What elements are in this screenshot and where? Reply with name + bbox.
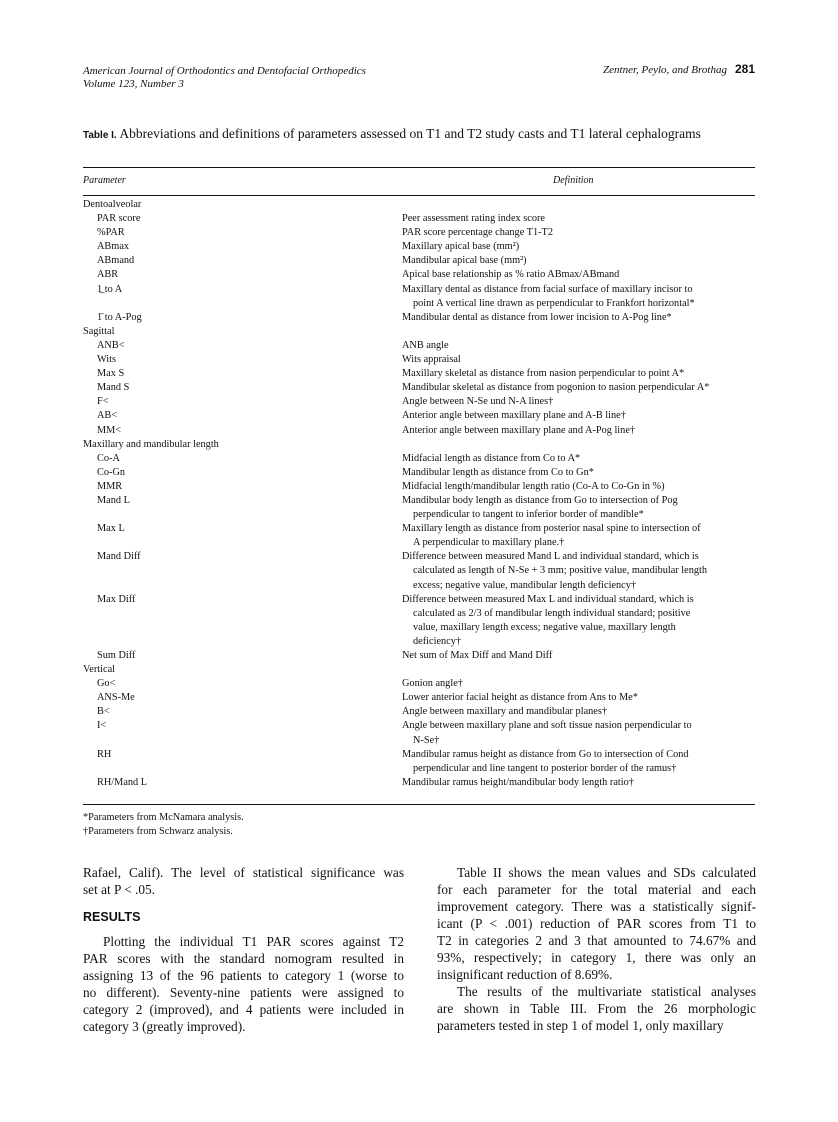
table-row	[83, 691, 755, 705]
text-line: Plotting the individual T1 PAR scores against T2	[103, 934, 404, 949]
definition-cell	[402, 268, 755, 282]
definition-line: Lower anterior facial height as distance from Ans to Me*	[402, 692, 638, 704]
table-row	[83, 268, 755, 282]
definition-line: deficiency†	[413, 635, 462, 647]
authors: Zentner, Peylo, and Brothag	[603, 64, 727, 76]
definition-cell	[402, 311, 755, 325]
text-line: T2 in categories 2 and 3 that amounted to 74.67% and	[437, 933, 756, 948]
group-name: Vertical	[83, 664, 116, 676]
running-header-right	[603, 63, 755, 77]
table-row	[83, 381, 755, 395]
parameter-cell: %PAR	[97, 227, 125, 239]
table-footnotes	[83, 811, 244, 839]
definition-line: Difference between measured Max L and individual standard, which is	[402, 593, 694, 605]
table-body	[83, 198, 755, 790]
table-row	[83, 776, 755, 790]
parameter-cell: AB<	[97, 410, 118, 422]
definition-cell	[402, 748, 755, 776]
table-row	[83, 424, 755, 438]
group-name: Dentoalveolar	[83, 199, 142, 210]
table-caption	[83, 125, 703, 144]
paragraph	[437, 983, 756, 1034]
table-header-rule	[83, 195, 755, 196]
definition-line: point A vertical line drawn as perpendicular to Frankfort horizontal*	[413, 297, 695, 309]
table-row	[83, 522, 755, 550]
parameter-cell: PAR score	[97, 213, 141, 225]
definition-cell	[402, 381, 755, 395]
parameter-cell: ABmand	[97, 255, 135, 267]
text-line: category 3 (greatly improved).	[83, 1019, 246, 1034]
parameter-cell: RH	[97, 748, 112, 760]
definition-cell	[402, 480, 755, 494]
paragraph	[83, 933, 404, 1035]
parameter-cell: RH/Mand L	[97, 776, 148, 788]
table-row	[83, 550, 755, 592]
definition-cell	[402, 283, 755, 311]
definition-line: Anterior angle between maxillary plane and A-Pog line†	[402, 424, 636, 436]
table-row	[83, 748, 755, 776]
definition-line: Mandibular ramus height/mandibular body length ratio†	[402, 776, 634, 788]
definition-cell	[402, 719, 755, 747]
definition-line: Mandibular dental as distance from lower incision to A-Pog line*	[402, 311, 672, 323]
table-row	[83, 395, 755, 409]
table-top-rule	[83, 167, 755, 168]
definition-cell	[402, 409, 755, 423]
definition-cell	[402, 367, 755, 381]
definition-cell	[402, 254, 755, 268]
paragraph	[83, 864, 404, 898]
definition-line: Angle between N-Se und N-A lines†	[402, 396, 554, 408]
column-header-parameter: Parameter	[83, 175, 126, 186]
definition-line: Difference between measured Mand L and individual standard, which is	[402, 551, 699, 563]
parameter-cell: MMR	[97, 480, 123, 492]
definition-cell	[402, 424, 755, 438]
definition-line: Net sum of Max Diff and Mand Diff	[402, 650, 553, 661]
group-name: Sagittal	[83, 325, 115, 337]
definition-cell	[402, 240, 755, 254]
definition-cell	[402, 705, 755, 719]
definition-cell	[402, 522, 755, 550]
journal-title: American Journal of Orthodontics and Dentofacial Orthopedics	[83, 65, 366, 77]
paragraph	[437, 864, 756, 983]
definition-cell	[402, 452, 755, 466]
definition-line: Midfacial length/mandibular length ratio (Co-A to Co-Gn in %)	[402, 480, 665, 492]
definition-line: value, maxillary length excess; negative value, maxillary length	[413, 621, 676, 633]
definition-line: Apical base relationship as % ratio ABmax/ABmand	[402, 269, 620, 281]
column-header-definition: Definition	[553, 175, 594, 186]
definition-cell	[402, 353, 755, 367]
body-column-left	[83, 864, 404, 1035]
table-row	[83, 311, 755, 325]
text-line: 93%, respectively; in category 1, there was only an	[437, 950, 756, 965]
text-line: improvement category. There was a statistically signif-	[437, 899, 756, 914]
definition-cell	[402, 395, 755, 409]
table-row	[83, 649, 755, 663]
table-row	[83, 409, 755, 423]
parameter-cell: Go<	[97, 678, 116, 690]
parameter-cell: 1̲ to A	[97, 283, 123, 295]
definition-line: Mandibular skeletal as distance from pogonion to nasion perpendicular A*	[402, 382, 710, 394]
definition-line: Mandibular ramus height as distance from Go to intersection of Cond	[402, 748, 689, 760]
definition-line: A perpendicular to maxillary plane.†	[413, 537, 565, 549]
table-row	[83, 494, 755, 522]
definition-cell	[402, 677, 755, 691]
definition-line: excess; negative value, mandibular length deficiency†	[413, 579, 637, 591]
table-bottom-rule	[83, 804, 755, 805]
parameter-cell: ANB<	[97, 339, 125, 351]
parameter-cell: 1̄ to A-Pog	[97, 311, 142, 323]
parameter-cell: Sum Diff	[97, 650, 136, 661]
parameter-cell: Wits	[97, 354, 117, 366]
text-line: PAR scores with the standard nomogram resulted in	[83, 951, 404, 966]
table-row	[83, 254, 755, 268]
definition-line: Midfacial length as distance from Co to A*	[402, 452, 581, 464]
definition-cell	[402, 550, 755, 592]
definition-cell	[402, 593, 755, 649]
table-group-heading	[83, 663, 755, 677]
table-row	[83, 283, 755, 311]
table-row	[83, 226, 755, 240]
definition-line: Maxillary apical base (mm²)	[402, 241, 520, 253]
running-header-left	[83, 65, 366, 91]
definition-cell	[402, 691, 755, 705]
text-line: icant (P < .001) reduction of PAR scores from T1 to	[437, 916, 756, 931]
parameter-cell: Mand S	[97, 382, 130, 394]
definition-line: perpendicular to tangent to inferior border of mandible*	[413, 509, 644, 521]
table-row	[83, 353, 755, 367]
table-row	[83, 367, 755, 381]
text-line: insignificant reduction of 8.69%.	[437, 967, 613, 982]
definition-line: Maxillary skeletal as distance from nasion perpendicular to point A*	[402, 368, 685, 380]
table-row	[83, 719, 755, 747]
definition-line: Anterior angle between maxillary plane and A-B line†	[402, 410, 626, 422]
definition-line: Maxillary dental as distance from facial surface of maxillary incisor to	[402, 283, 693, 295]
parameter-cell: Co-A	[97, 452, 120, 464]
page-number: 281	[734, 62, 755, 76]
group-name: Maxillary and mandibular length	[83, 438, 219, 450]
text-line: Table II shows the mean values and SDs calculated	[457, 865, 756, 880]
definition-line: perpendicular and line tangent to posterior border of the ramus†	[413, 762, 677, 774]
text-line: category 2 (improved), and 4 patients were included in	[83, 1002, 404, 1017]
definition-line: Mandibular length as distance from Co to Gn*	[402, 466, 594, 478]
text-line: The results of the multivariate statistical analyses	[457, 984, 756, 999]
definition-line: PAR score percentage change T1-T2	[402, 227, 553, 239]
table-row	[83, 212, 755, 226]
table-row	[83, 452, 755, 466]
definition-line: calculated as 2/3 of mandibular length individual standard; positive	[413, 607, 691, 619]
parameter-cell: I<	[97, 720, 107, 732]
parameter-cell: Co-Gn	[97, 466, 126, 478]
definition-line: Peer assessment rating index score	[402, 213, 545, 225]
definition-cell	[402, 776, 755, 790]
table-row	[83, 466, 755, 480]
definition-cell	[402, 212, 755, 226]
definition-line: Angle between maxillary and mandibular planes†	[402, 706, 608, 718]
table-row	[83, 240, 755, 254]
footnote: †Parameters from Schwarz analysis.	[83, 826, 233, 837]
parameter-cell: Max Diff	[97, 593, 136, 605]
definition-line: N-Se†	[413, 734, 440, 746]
section-heading-results: RESULTS	[83, 910, 141, 924]
table-group-heading	[83, 198, 755, 212]
table-group-heading	[83, 438, 755, 452]
definition-line: Maxillary length as distance from posterior nasal spine to intersection of	[402, 523, 701, 535]
parameter-cell: Mand L	[97, 494, 130, 506]
journal-volume: Volume 123, Number 3	[83, 78, 184, 90]
text-line: assigning 13 of the 96 patients to category 1 (worse to	[83, 968, 404, 983]
text-line: set at P < .05.	[83, 882, 156, 897]
definition-line: Wits appraisal	[402, 354, 461, 366]
definition-cell	[402, 339, 755, 353]
parameter-cell: B<	[97, 706, 110, 718]
text-line: Rafael, Calif). The level of statistical significance was	[83, 865, 404, 880]
parameter-cell: Max L	[97, 523, 125, 535]
footnote: *Parameters from McNamara analysis.	[83, 812, 244, 823]
table-caption-text: Abbreviations and definitions of parameters assessed on T1 and T2 study casts and T1 lateral cephalograms	[119, 126, 701, 141]
parameter-cell: ABR	[97, 269, 119, 281]
table-group-heading	[83, 325, 755, 339]
definition-cell	[402, 226, 755, 240]
table-row	[83, 705, 755, 719]
definition-line: Angle between maxillary plane and soft tissue nasion perpendicular to	[402, 720, 692, 732]
definition-line: ANB angle	[402, 339, 449, 351]
parameter-cell: F<	[97, 396, 109, 408]
body-column-right	[437, 864, 756, 1034]
table-label: Table I.	[83, 130, 117, 141]
definition-cell	[402, 494, 755, 522]
table-row	[83, 480, 755, 494]
table-row	[83, 339, 755, 353]
text-line: for each parameter for the total material and each	[437, 882, 756, 897]
definition-line: Gonion angle†	[402, 678, 463, 690]
text-line: parameters tested in step 1 of model 1, only maxillary	[437, 1018, 724, 1033]
definition-line: calculated as length of N-Se + 3 mm; positive value, mandibular length	[413, 565, 708, 577]
text-line: are shown in Table III. From the 26 morphologic	[437, 1001, 756, 1016]
parameter-cell: ABmax	[97, 241, 130, 253]
definition-cell	[402, 466, 755, 480]
parameter-cell: Max S	[97, 368, 125, 380]
text-line: no different). Seventy-nine patients were assigned to	[83, 985, 404, 1000]
definition-line: Mandibular apical base (mm²)	[402, 255, 527, 267]
definition-line: Mandibular body length as distance from Go to intersection of Pog	[402, 494, 678, 506]
table-row	[83, 593, 755, 649]
parameter-cell: MM<	[97, 424, 122, 436]
table-row	[83, 677, 755, 691]
parameter-cell: Mand Diff	[97, 551, 141, 563]
definition-cell	[402, 649, 755, 663]
parameter-cell: ANS-Me	[97, 692, 135, 704]
